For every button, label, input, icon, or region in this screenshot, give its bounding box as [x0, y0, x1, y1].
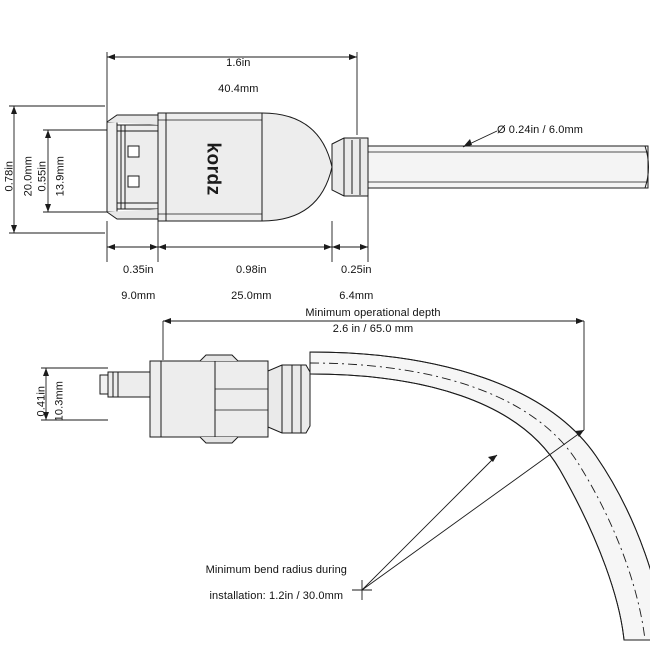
segment-1-label: 0.35in 9.0mm: [121, 264, 156, 302]
connector-hood-side: [150, 355, 268, 443]
bend-radius-leader: [362, 430, 584, 590]
side-height-label: 0.41in: [35, 385, 48, 417]
depth-label: Minimum operational depth: [305, 307, 441, 319]
top-inner-height-label: 0.55in: [36, 160, 49, 192]
cable-diameter-label: Ø 0.24in / 6.0mm: [497, 124, 583, 136]
segment-3-label: 0.25in 6.4mm: [339, 264, 374, 302]
depth-value: 2.6 in / 65.0 mm: [332, 323, 414, 335]
connector-hood: [158, 113, 332, 221]
hdmi-shell: [107, 115, 158, 219]
hdmi-blade-side: [100, 372, 150, 397]
cable-diameter-leader: [463, 131, 497, 147]
bend-radius-note: Minimum bend radius during installation: 1.2in / 30.0mm: [205, 564, 347, 602]
brand-logo: kordz: [202, 142, 224, 196]
top-inner-height-mm-label: 13.9mm: [54, 156, 67, 197]
strain-relief-side: [268, 365, 310, 433]
top-outer-height-label: 0.78in: [3, 160, 16, 192]
cable-top: [368, 146, 649, 188]
top-overall-length-label: 1.6in 40.4mm: [218, 57, 259, 95]
top-outer-height-mm-label: 20.0mm: [22, 156, 35, 197]
segment-2-label: 0.98in 25.0mm: [231, 264, 272, 302]
side-height-mm-label: 10.3mm: [53, 381, 66, 422]
strain-relief: [332, 138, 368, 196]
